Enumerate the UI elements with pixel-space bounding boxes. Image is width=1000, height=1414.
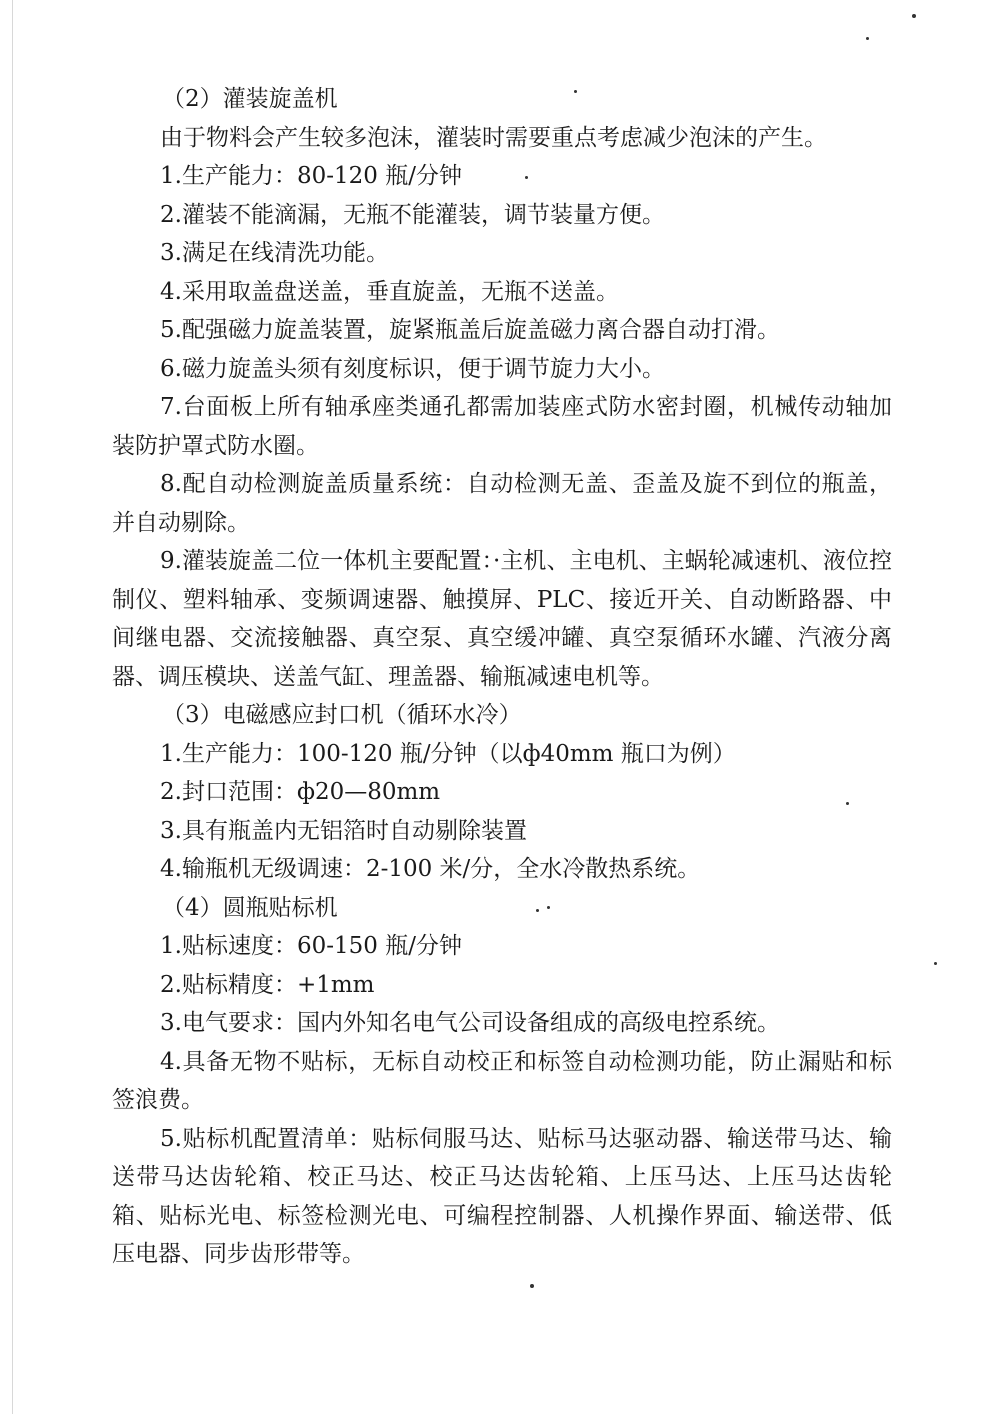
scan-edge-line xyxy=(12,0,13,1414)
list-item: 6.磁力旋盖头须有刻度标识，便于调节旋力大小。 xyxy=(160,355,665,382)
list-item: 7.台面板上所有轴承座类通孔都需加装座式防水密封圈，机械传动轴加装防护罩式防水圈。 xyxy=(112,394,892,459)
list-item: 4.采用取盖盘送盖，垂直旋盖，无瓶不送盖。 xyxy=(160,278,619,305)
section-intro: 由于物料会产生较多泡沫，灌装时需要重点考虑减少泡沫的产生。 xyxy=(160,124,827,151)
list-item: 3.电气要求：国内外知名电气公司设备组成的高级电控系统。 xyxy=(160,1010,780,1036)
list-item: 1.生产能力：100-120 瓶/分钟（以ф40mm 瓶口为例） xyxy=(160,740,736,767)
list-item: 3.具有瓶盖内无铝箔时自动剔除装置 xyxy=(160,817,527,844)
list-item: 4.具备无物不贴标，无标自动校正和标签自动检测功能，防止漏贴和标签浪费。 xyxy=(112,1048,892,1113)
list-item: 5.配强磁力旋盖装置，旋紧瓶盖后旋盖磁力离合器自动打滑。 xyxy=(160,317,780,343)
list-item: 4.输瓶机无级调速：2-100 米/分，全水冷散热系统。 xyxy=(160,856,701,882)
document-body xyxy=(112,80,892,1274)
list-item: 2.封口范围：ф20—80mm xyxy=(160,779,441,805)
scan-speck xyxy=(912,14,916,18)
list-item: 1.贴标速度：60-150 瓶/分钟 xyxy=(160,933,462,959)
scan-speck xyxy=(866,37,869,40)
list-item: 5.贴标机配置清单：贴标伺服马达、贴标马达驱动器、输送带马达、输送带马达齿轮箱、校正马达、校正马达齿轮箱、上压马达、上压马达齿轮箱、贴标光电、标签检测光电、可编程控制器、人机操作界面、输送带、低压电器、同步齿形带等。 xyxy=(112,1125,892,1267)
section-heading-labeler: （4）圆瓶贴标机 xyxy=(162,894,338,921)
list-item: 2.贴标精度：+1mm xyxy=(160,971,375,998)
section-heading-filling-capping: （2）灌装旋盖机 xyxy=(162,86,338,112)
list-item: 8.配自动检测旋盖质量系统：自动检测无盖、歪盖及旋不到位的瓶盖，并自动剔除。 xyxy=(112,471,892,536)
list-item: 1.生产能力：80-120 瓶/分钟 xyxy=(160,163,462,189)
scan-speck xyxy=(530,1284,534,1288)
section-heading-induction-sealer: （3）电磁感应封口机（循环水冷） xyxy=(162,702,522,728)
scan-speck xyxy=(934,962,937,965)
list-item: 3.满足在线清洗功能。 xyxy=(160,240,389,266)
list-item: 2.灌装不能滴漏，无瓶不能灌装，调节装量方便。 xyxy=(160,201,665,228)
list-item: 9.灌装旋盖二位一体机主要配置：·主机、主电机、主蜗轮减速机、液位控制仪、塑料轴承、变频调速器、触摸屏、PLC、接近开关、自动断路器、中间继电器、交流接触器、真空泵、真空缓冲罐、真空泵循环水罐、汽液分离器、调压模块、送盖气缸、理盖器、输瓶减速电机等。 xyxy=(112,548,892,690)
